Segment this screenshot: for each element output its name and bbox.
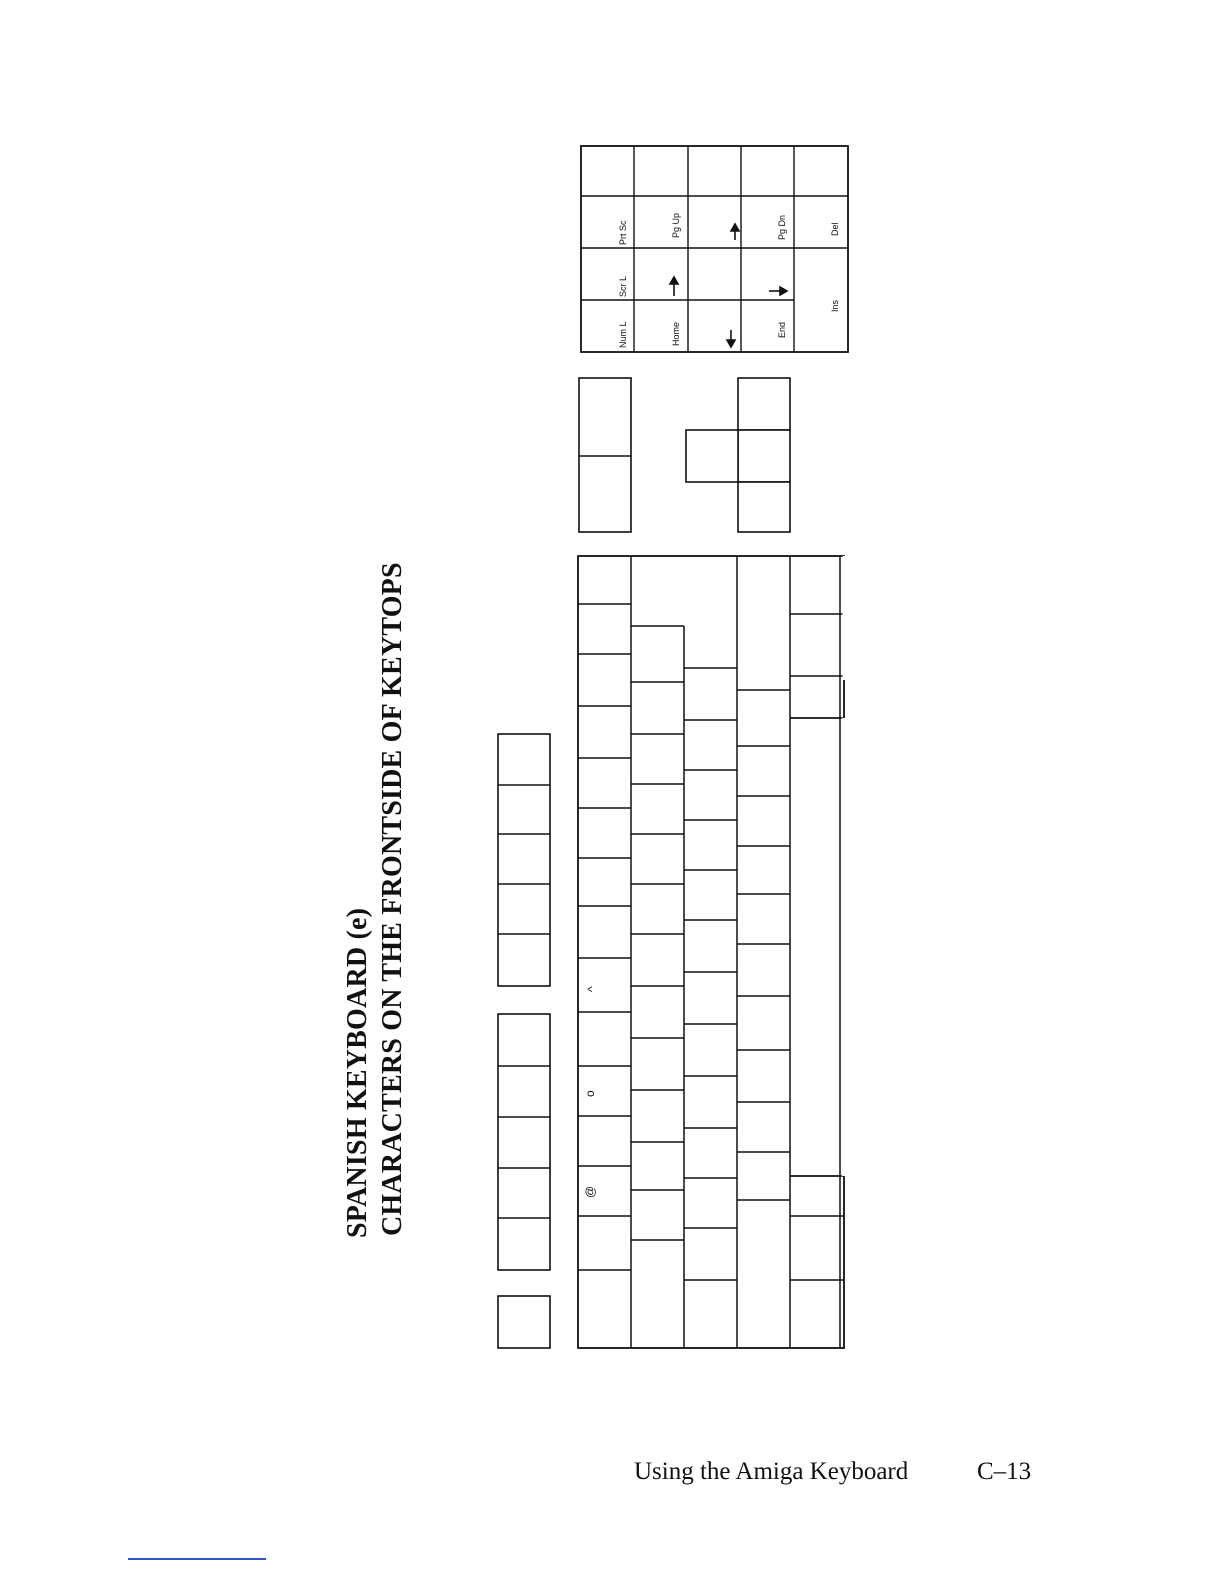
keytop-caret: ^ — [585, 986, 599, 992]
keytop-degree: o — [583, 1090, 597, 1097]
label-end: End — [777, 321, 787, 338]
del-help-group — [579, 378, 631, 532]
keypad-up-arrow-icon — [670, 277, 678, 296]
label-scroll-lock: Scr L — [618, 275, 628, 297]
heading-line-1: SPANISH KEYBOARD (e) — [342, 907, 373, 1238]
label-delete: Del — [830, 222, 840, 236]
function-key-group-left — [498, 1014, 550, 1270]
arrow-left-key — [738, 482, 790, 532]
footer-section-title: Using the Amiga Keyboard — [634, 1458, 909, 1485]
escape-key — [498, 1296, 550, 1348]
numeric-keypad — [581, 146, 848, 352]
arrow-up-key — [686, 430, 738, 482]
page-number: C–13 — [977, 1458, 1032, 1485]
function-keys-f6-f10 — [498, 734, 550, 986]
keypad-left-arrow-icon — [727, 330, 735, 347]
keytop-at-sign: @ — [583, 1185, 597, 1198]
arrow-down-key — [738, 430, 790, 482]
label-print-screen: Prt Sc — [618, 220, 628, 245]
keypad-down-arrow-icon — [769, 287, 787, 295]
heading-line-2: CHARACTERS ON THE FRONTSIDE OF KEYTOPS — [377, 562, 408, 1236]
label-page-down: Pg Dn — [777, 214, 787, 240]
label-home: Home — [671, 321, 681, 346]
function-key-group-right — [498, 734, 550, 986]
main-key-block — [578, 556, 846, 1348]
footer-rule — [128, 1558, 266, 1560]
del-help-keys — [579, 378, 631, 532]
keypad-right-arrow-icon — [731, 224, 739, 240]
label-insert: Ins — [830, 299, 840, 312]
arrow-keys — [686, 378, 790, 532]
label-num-lock: Num L — [618, 321, 628, 348]
arrow-right-key — [738, 378, 790, 430]
label-page-up: Pg Up — [671, 212, 681, 238]
function-keys-f1-f5 — [498, 1014, 550, 1270]
